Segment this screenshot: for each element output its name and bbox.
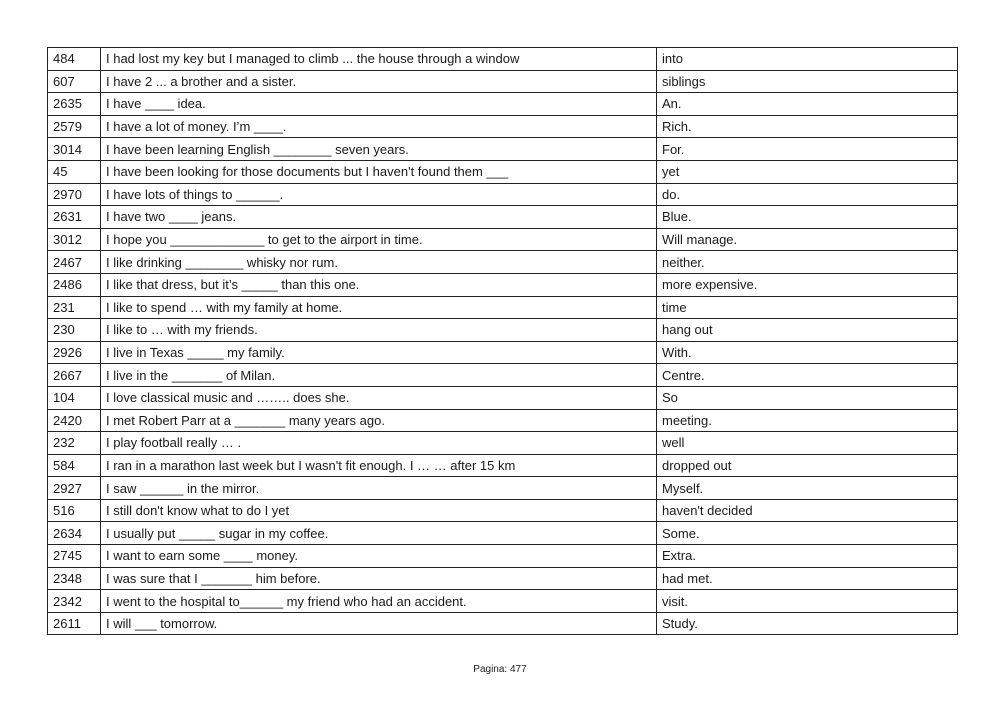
question-cell: I like to spend … with my family at home. [101,296,657,319]
question-cell: I met Robert Parr at a _______ many years ago. [101,409,657,432]
row-id-cell: 45 [48,160,101,183]
answer-cell: siblings [657,70,958,93]
answer-cell: more expensive. [657,273,958,296]
table-row [48,567,958,590]
question-cell: I still don't know what to do I yet [101,499,657,522]
row-id-cell: 230 [48,319,101,342]
table-row [48,115,958,138]
answer-cell: dropped out [657,454,958,477]
answer-cell: yet [657,160,958,183]
row-id-cell: 607 [48,70,101,93]
row-id-cell: 2970 [48,183,101,206]
answer-cell: Study. [657,612,958,635]
question-cell: I will ___ tomorrow. [101,612,657,635]
answer-cell: hang out [657,319,958,342]
table-row [48,183,958,206]
row-id-cell: 2611 [48,612,101,635]
question-cell: I like drinking ________ whisky nor rum. [101,251,657,274]
row-id-cell: 2486 [48,273,101,296]
answer-cell: into [657,48,958,71]
answer-cell: Will manage. [657,228,958,251]
row-id-cell: 104 [48,386,101,409]
question-cell: I have been learning English ________ seven years. [101,138,657,161]
question-cell: I ran in a marathon last week but I wasn't fit enough. I … … after 15 km [101,454,657,477]
row-id-cell: 2927 [48,477,101,500]
answer-cell: Myself. [657,477,958,500]
row-id-cell: 3012 [48,228,101,251]
page-number-label: Pagina: 477 [473,664,527,675]
table-row [48,296,958,319]
question-cell: I have lots of things to ______. [101,183,657,206]
table-row [48,545,958,568]
row-id-cell: 2635 [48,93,101,116]
table-row [48,93,958,116]
row-id-cell: 231 [48,296,101,319]
table-row [48,206,958,229]
answer-cell: Extra. [657,545,958,568]
question-cell: I have a lot of money. I’m ____. [101,115,657,138]
table-row [48,160,958,183]
answer-cell: An. [657,93,958,116]
answer-cell: So [657,386,958,409]
table-row [48,364,958,387]
table-row [48,228,958,251]
question-cell: I have two ____ jeans. [101,206,657,229]
row-id-cell: 2342 [48,590,101,613]
answer-cell: well [657,432,958,455]
row-id-cell: 2745 [48,545,101,568]
question-cell: I saw ______ in the mirror. [101,477,657,500]
question-cell: I like to … with my friends. [101,319,657,342]
row-id-cell: 2348 [48,567,101,590]
question-cell: I have 2 ... a brother and a sister. [101,70,657,93]
table-row [48,432,958,455]
row-id-cell: 2667 [48,364,101,387]
answer-cell: had met. [657,567,958,590]
row-id-cell: 2631 [48,206,101,229]
question-cell: I love classical music and …….. does she. [101,386,657,409]
row-id-cell: 2926 [48,341,101,364]
question-cell: I live in Texas _____ my family. [101,341,657,364]
table-row [48,341,958,364]
row-id-cell: 484 [48,48,101,71]
table-row [48,70,958,93]
question-cell: I live in the _______ of Milan. [101,364,657,387]
table-row [48,522,958,545]
row-id-cell: 584 [48,454,101,477]
table-row [48,251,958,274]
question-cell: I want to earn some ____ money. [101,545,657,568]
table-row [48,138,958,161]
answer-cell: For. [657,138,958,161]
answer-cell: do. [657,183,958,206]
row-id-cell: 2634 [48,522,101,545]
question-cell: I went to the hospital to______ my friend who had an accident. [101,590,657,613]
table-row [48,48,958,71]
row-id-cell: 516 [48,499,101,522]
question-cell: I had lost my key but I managed to climb ... the house through a window [101,48,657,71]
answer-cell: time [657,296,958,319]
row-id-cell: 2420 [48,409,101,432]
answer-cell: Blue. [657,206,958,229]
table-row [48,454,958,477]
row-id-cell: 3014 [48,138,101,161]
question-cell: I have ____ idea. [101,93,657,116]
table-row [48,386,958,409]
table-row [48,319,958,342]
answer-cell: Centre. [657,364,958,387]
answer-cell: With. [657,341,958,364]
answer-cell: Some. [657,522,958,545]
answer-cell: Rich. [657,115,958,138]
row-id-cell: 2579 [48,115,101,138]
question-cell: I was sure that I _______ him before. [101,567,657,590]
question-table-body [48,48,958,635]
question-cell: I have been looking for those documents but I haven't found them ___ [101,160,657,183]
answer-cell: haven't decided [657,499,958,522]
page-footer [0,664,1000,675]
table-row [48,409,958,432]
question-cell: I play football really … . [101,432,657,455]
question-cell: I hope you _____________ to get to the airport in time. [101,228,657,251]
question-cell: I usually put _____ sugar in my coffee. [101,522,657,545]
answer-cell: visit. [657,590,958,613]
row-id-cell: 232 [48,432,101,455]
answer-cell: neither. [657,251,958,274]
table-row [48,477,958,500]
table-row [48,499,958,522]
table-row [48,273,958,296]
answer-cell: meeting. [657,409,958,432]
table-row [48,612,958,635]
table-row [48,590,958,613]
question-table [47,47,958,635]
row-id-cell: 2467 [48,251,101,274]
question-cell: I like that dress, but it’s _____ than this one. [101,273,657,296]
